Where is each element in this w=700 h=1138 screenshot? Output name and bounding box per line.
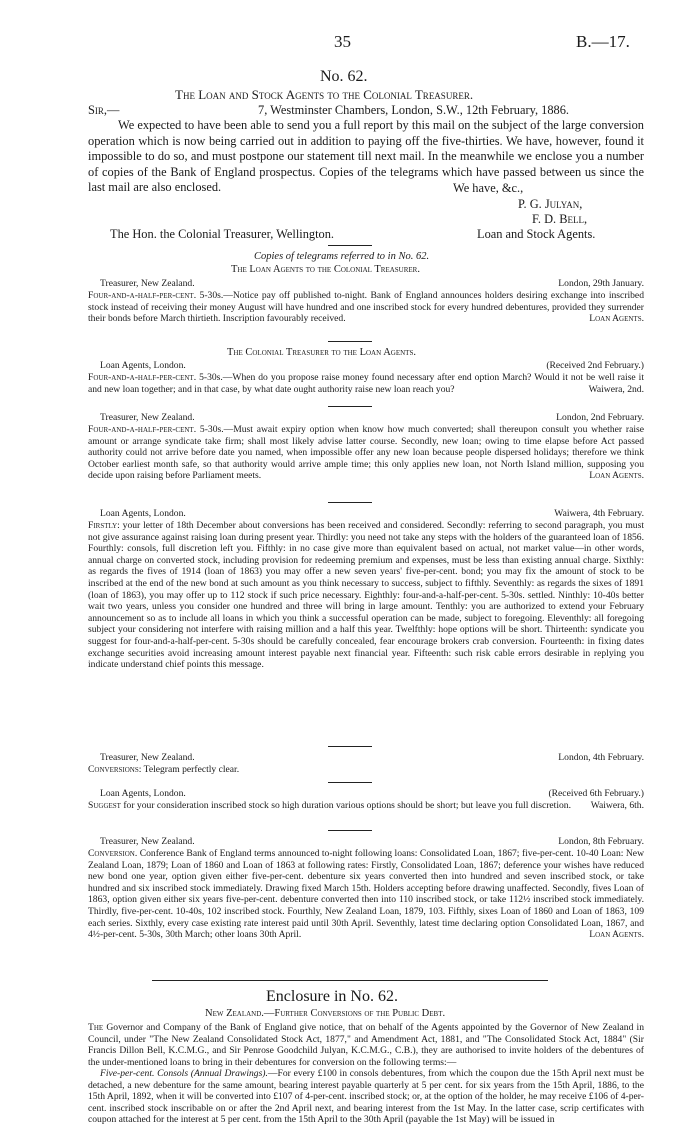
telegram-date: London, 2nd February.: [556, 412, 644, 423]
telegrams-heading: Copies of telegrams referred to in No. 62.: [254, 251, 430, 262]
telegram-1: [88, 278, 644, 325]
divider: [328, 502, 372, 503]
letter-title: The Loan and Stock Agents to the Colonial Treasurer.: [175, 87, 474, 102]
telegram-recipient: Treasurer, New Zealand.: [100, 412, 195, 423]
telegrams-subheading: The Loan Agents to the Colonial Treasurer.: [231, 264, 420, 275]
document-reference: B.—17.: [576, 32, 630, 51]
telegram-recipient: Loan Agents, London.: [100, 360, 186, 371]
telegram-4: [88, 508, 644, 671]
telegram-recipient: Treasurer, New Zealand.: [100, 278, 195, 289]
divider: [328, 245, 372, 246]
letter-address: 7, Westminster Chambers, London, S.W., 12th February, 1886.: [258, 103, 570, 117]
letter-signatory-bell: F. D. Bell,: [532, 212, 588, 226]
telegram-lead: Four-and-a-half-per-cent.: [88, 372, 197, 383]
enclosure-subtitle: New Zealand.—Further Conversions of the Public Debt.: [205, 1008, 446, 1019]
telegram-lead: Four-and-a-half-per-cent.: [88, 424, 197, 435]
letter-salutation: Sir,—: [88, 103, 120, 117]
telegram-body: for your consideration inscribed stock so high duration various options should be short; but leave you full discretion.: [120, 800, 571, 811]
page-number: 35: [334, 32, 351, 51]
telegram-recipient: Loan Agents, London.: [100, 788, 186, 799]
telegram-body: : Telegram perfectly clear.: [138, 764, 240, 775]
telegram-body: : your letter of 18th December about conversions has been received and considered. Secondly: referring to second paragraph, you must not give assurance against raising loan during present year. Thirdly: you need not take any steps with the holders of the guaranteed loan of 1856. Fourthly: consols, full discretion left you. Fifthly: in no case give more than equivalent based on actual, not market value—in other words, annual charge on converted stock, including provision for redeeming premium and expenses, must be less than existing annual charge. Sixthly: as regards the fives of 1914 (loan of 1863) you may offer a new seven years' five-per-cent. bond; you may fix the amount of stock to be inscribed at the end of the new bond at such amount as you think necessary to success, subject to fifthly. Seventhly: as regards the sixes of 1891 (loan of 1863), you may offer up to 112 stock if such price necessary. Eighthly: four-and-a-half-per-cent. 5-30s. settled. Ninthly: 10-40s better wait two years, unless you consider one hundred and three will bring in large amount. Tenthly: you are authorized to extend your February announcement so as to include all loans in which you think a successful operation can be made, subject to foregoing. Eleventhly: all foregoing subject your considering not interfere with raising million and a half this year. Twelfthly: hope options will be short. Thirteenth: syndicate you suggest for four-and-a-half-per-cent. 5-30s should be carefully concealed, fear encourage brokers crab conversion. Fourteenth: in fixing dates exchange securities avoid increasing amount interest payable next financial year. Fifteenth: such risk cable errors desirable in replying you indicate understand chief points this message.: [88, 520, 644, 671]
telegram-lead: Conversions: [88, 764, 139, 775]
enclosure-paragraph-2: Five-per-cent. Consols (Annual Drawings).—For every £100 in consols debentures, from which the coupon due the 15th April next must be detached, a new debenture for the same amount, bearing interest payable quarterly at 5 per cent. for six years from the 15th April, 1886, to the 15th April, 1892, when it will be converted into £107 of 4-per-cent. inscribed stock; or, at the option of the holder, he may receive £106 of 4-per-cent. inscribed stock inscribable on or after the 2nd April next, and bearing interest from the 1st May. In the latter case, scrip certificates with coupon attached for the interest at 5 per cent. from the 15th April to the 30th April (payable the 1st May) will be issued in: [88, 1068, 645, 1126]
telegram-date: (Received 6th February.): [548, 788, 644, 799]
telegram-body: 5-30s.—When do you propose raise money found necessary after end option March? Would it not be well raise it and new loan together; and in that case, by what date ought authority raise new loan reach you?: [88, 372, 644, 395]
letter-closing: We have, &c.,: [453, 181, 524, 195]
telegram-date: London, 8th February.: [558, 836, 644, 847]
telegram-body: 5-30s.—Notice pay off published to-night. Bank of England announces holders desiring exchange into inscribed stock instead of receiving their money August will have hundred and one inscribed stock for every hundred debentures, provided they surrender their bonds before March thirtieth. Inscription favourably received.: [88, 290, 644, 325]
telegram-7: [88, 836, 644, 941]
telegram-sign: Loan Agents.: [589, 313, 644, 325]
letter-number: No. 62.: [320, 68, 368, 85]
telegram-date: Waiwera, 4th February.: [554, 508, 644, 519]
telegram-date: London, 29th January.: [558, 278, 644, 289]
telegram-recipient: Treasurer, New Zealand.: [100, 752, 195, 763]
letter-body: We expected to have been able to send you a full report by this mail on the subject of the large conversion operation which is now being carried out in addition to paying off the five-thirties. We have, however, found it impossible to do so, and must postpone our statement till next mail. In the meanwhile we enclose you a number of copies of the Bank of England prospectus. Copies of the telegrams which have passed between us since the last mail are also enclosed.: [88, 118, 644, 195]
telegram-body: 5-30s.—Must await expiry option when know how much converted; shall thereupon consult you whether raise amount or arrange syndicate take firm; shall most likely advise latter course. Secondly, new loan; owing to time elapse before Act passed authority could not arrive before date you named, when impossible offer any new loan because people dispersed holidays; therefore we think October earliest month safe, so that authority would arrive ample time; this only applies new loan, not North Island million, supposing you decide upon raising before Parliament meets.: [88, 424, 644, 482]
divider: [328, 830, 372, 831]
telegram-date: London, 4th February.: [558, 752, 644, 763]
telegram-date: (Received 2nd February.): [546, 360, 644, 371]
telegram-recipient: Loan Agents, London.: [100, 508, 186, 519]
telegram-2-heading: The Colonial Treasurer to the Loan Agents.: [227, 347, 416, 358]
enclosure-title: Enclosure in No. 62.: [266, 988, 398, 1005]
telegram-2: [88, 360, 644, 395]
telegram-5: [88, 752, 644, 776]
divider: [328, 341, 372, 342]
telegram-6: [88, 788, 644, 812]
enclosure-paragraph-1: The Governor and Company of the Bank of England give notice, that on behalf of the Agents appointed by the Governor of New Zealand in Council, under "The New Zealand Consolidated Stock Act, 1877," and Amendment Act, 1881, and "The Consolidated Stock Act, 1884" (Sir Francis Dillon Bell, K.C.M.G., and Sir Penrose Goodchild Julyan, K.C.M.G., C.B.), they are authorised to invite holders of the debentures of the under-mentioned loans to bring in their debentures for conversion on the following terms:—: [88, 1022, 644, 1068]
letter-signatory-role: Loan and Stock Agents.: [477, 227, 596, 241]
telegram-lead: Suggest: [88, 800, 121, 811]
telegram-sign: Waiwera, 2nd.: [588, 383, 644, 395]
divider: [328, 782, 372, 783]
letter-signatory-julyan: P. G. Julyan,: [518, 197, 583, 211]
telegram-sign: Loan Agents.: [589, 929, 644, 941]
telegram-lead: Four-and-a-half-per-cent.: [88, 290, 197, 301]
telegram-sign: Waiwera, 6th.: [590, 800, 644, 811]
divider: [328, 746, 372, 747]
telegram-body: Conference Bank of England terms announced to-night following loans: Consolidated Loan, 1867; five-per-cent. 10-40 Loan: New Zealand Loan, 1879; Loan of 1860 and Loan of 1863 at following rates: Firstly, Consolidated Loan, 1867; deference your wishes have reduced new bond one year, option given either five-per-cent. debenture six years converted then into hundred and seven inscribed stock, or take hundred and six inscribed stock immediately. Drawing fixed March 15th. Holders accepting before drawing unaffected. Secondly, fives Loan of 1863, option given either six years five-per-cent. debenture converted then into 110 inscribed stock, or take 112½ inscribed stock immediately. Thirdly, five-per-cent. 10-40s, 102 inscribed stock. Fourthly, New Zealand Loan, 1879, 103. Fifthly, sixes Loan of 1860 and Loan of 1863, 109 each series. Sixthly, every case existing rate interest paid until 30th April. Seventhly, latest time declaring option Consolidated Loan, 1867, and 4½-per-cent. 5-30s, 30th March; other loans 30th April.: [88, 848, 644, 941]
telegram-lead: Conversion.: [88, 848, 138, 859]
section-divider: [152, 980, 548, 981]
divider: [328, 406, 372, 407]
telegram-sign: Loan Agents.: [589, 470, 644, 482]
telegram-recipient: Treasurer, New Zealand.: [100, 836, 195, 847]
telegram-3: [88, 412, 644, 482]
letter-recipient: The Hon. the Colonial Treasurer, Wellington.: [110, 227, 335, 241]
telegram-lead: Firstly: [88, 520, 118, 531]
